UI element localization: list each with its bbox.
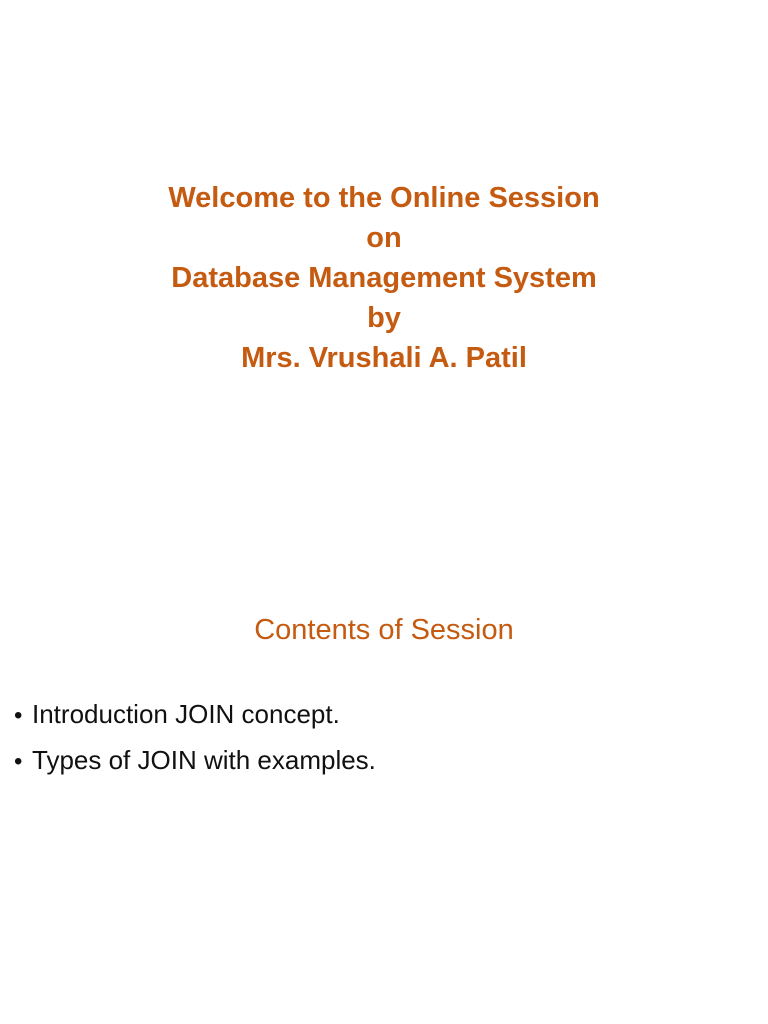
title-line-welcome: Welcome to the Online Session	[168, 182, 600, 214]
title-line-on: on	[366, 222, 402, 254]
list-item	[14, 692, 376, 738]
title-line-author: Mrs. Vrushali A. Patil	[241, 342, 527, 374]
list-item-text: Introduction JOIN concept.	[32, 699, 340, 729]
contents-slide	[0, 512, 768, 1024]
slide-title	[0, 178, 768, 378]
list-item-text: Types of JOIN with examples.	[32, 745, 376, 775]
title-line-by: by	[367, 302, 401, 334]
contents-list	[14, 692, 376, 784]
bullet-icon: •	[14, 748, 23, 775]
contents-heading: Contents of Session	[254, 614, 514, 646]
bullet-icon: •	[14, 702, 23, 729]
title-line-subject: Database Management System	[171, 262, 597, 294]
list-item	[14, 738, 376, 784]
